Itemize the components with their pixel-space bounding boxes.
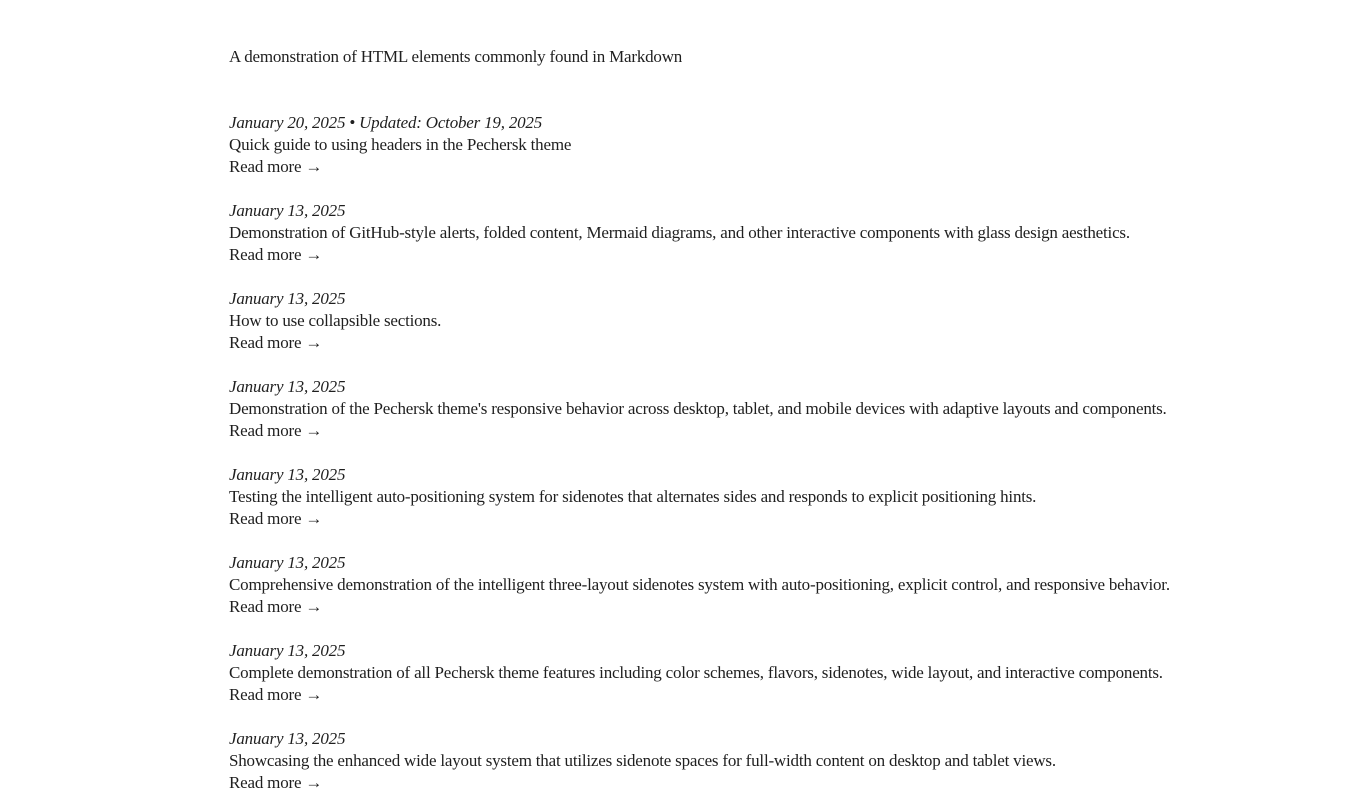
post-date: January 13, 2025 [229, 553, 346, 572]
read-more-link[interactable]: Read more → [229, 245, 323, 264]
post-entry [229, 552, 1360, 618]
post-entry [229, 200, 1360, 266]
read-more-link[interactable]: Read more → [229, 685, 323, 704]
post-date: January 13, 2025 [229, 377, 346, 396]
post-description: Testing the intelligent auto-positioning system for sidenotes that alternates sides and responds to explicit positioning hints. [229, 487, 1037, 506]
read-more-link[interactable]: Read more → [229, 157, 323, 176]
post-date: January 13, 2025 [229, 289, 346, 308]
post-date: January 13, 2025 [229, 729, 346, 748]
post-entry [229, 728, 1360, 794]
post-list [229, 112, 1360, 794]
read-more-link[interactable]: Read more → [229, 597, 323, 616]
post-date: January 20, 2025 • Updated: October 19, 2025 [229, 113, 543, 132]
read-more-link[interactable]: Read more → [229, 333, 323, 352]
page-intro-text: A demonstration of HTML elements commonly found in Markdown [229, 47, 683, 66]
post-description: Demonstration of GitHub-style alerts, folded content, Mermaid diagrams, and other interactive components with glass design aesthetics. [229, 223, 1130, 242]
post-description: How to use collapsible sections. [229, 311, 442, 330]
post-description: Showcasing the enhanced wide layout system that utilizes sidenote spaces for full-width content on desktop and tablet views. [229, 751, 1056, 770]
post-date: January 13, 2025 [229, 201, 346, 220]
read-more-link[interactable]: Read more → [229, 509, 323, 528]
post-date: January 13, 2025 [229, 465, 346, 484]
read-more-link[interactable]: Read more → [229, 773, 323, 792]
post-entry [229, 464, 1360, 530]
post-description: Demonstration of the Pechersk theme's responsive behavior across desktop, tablet, and mobile devices with adaptive layouts and components. [229, 399, 1167, 418]
post-entry [229, 376, 1360, 442]
read-more-link[interactable]: Read more → [229, 421, 323, 440]
post-entry [229, 112, 1360, 178]
post-entry [229, 288, 1360, 354]
post-date: January 13, 2025 [229, 641, 346, 660]
post-description: Complete demonstration of all Pechersk theme features including color schemes, flavors, sidenotes, wide layout, and interactive components. [229, 663, 1163, 682]
post-entry [229, 640, 1360, 706]
post-description: Comprehensive demonstration of the intelligent three-layout sidenotes system with auto-positioning, explicit control, and responsive behavior. [229, 575, 1170, 594]
post-description: Quick guide to using headers in the Pechersk theme [229, 135, 572, 154]
